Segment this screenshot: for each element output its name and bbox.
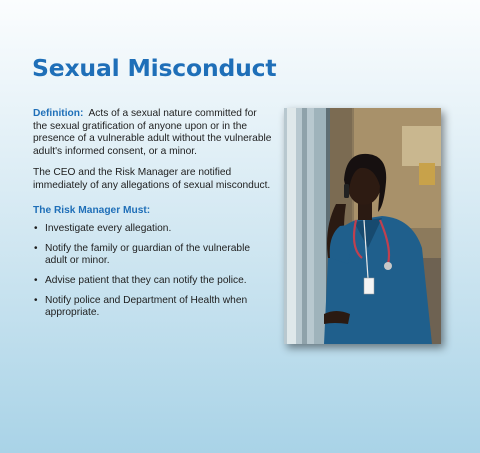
list-item-text: Notify police and Department of Health when appropriate. <box>45 294 248 319</box>
bullet-icon: • <box>34 223 38 235</box>
list-item-text: Advise patient that they can notify the police. <box>45 274 247 286</box>
list-item-text: Notify the family or guardian of the vulnerable adult or minor. <box>45 242 250 267</box>
bullet-icon: • <box>34 242 38 254</box>
risk-manager-heading: The Risk Manager Must: <box>33 204 151 216</box>
definition-paragraph <box>33 108 273 158</box>
notice-paragraph: The CEO and the Risk Manager are notified immediately of any allegations of sexual misconduct. <box>33 167 271 191</box>
list-item <box>33 223 273 236</box>
risk-manager-list <box>33 223 273 320</box>
slide-title: Sexual Misconduct <box>32 54 277 82</box>
list-item <box>33 295 273 320</box>
definition-label: Definition: <box>33 108 84 119</box>
list-item-text: Investigate every allegation. <box>45 223 172 235</box>
nurse-on-phone-illustration <box>284 108 441 344</box>
bullet-icon: • <box>34 274 38 286</box>
list-item <box>33 275 273 288</box>
content-column <box>33 108 273 327</box>
definition-text: Acts of a sexual nature committed for the sexual gratification of anyone upon or in the presence of a vulnerable adult without the vulnerable adult's informed consent, or a minor. <box>33 108 272 157</box>
bullet-icon: • <box>34 294 38 306</box>
list-item <box>33 243 273 268</box>
nurse-photo <box>284 108 441 344</box>
